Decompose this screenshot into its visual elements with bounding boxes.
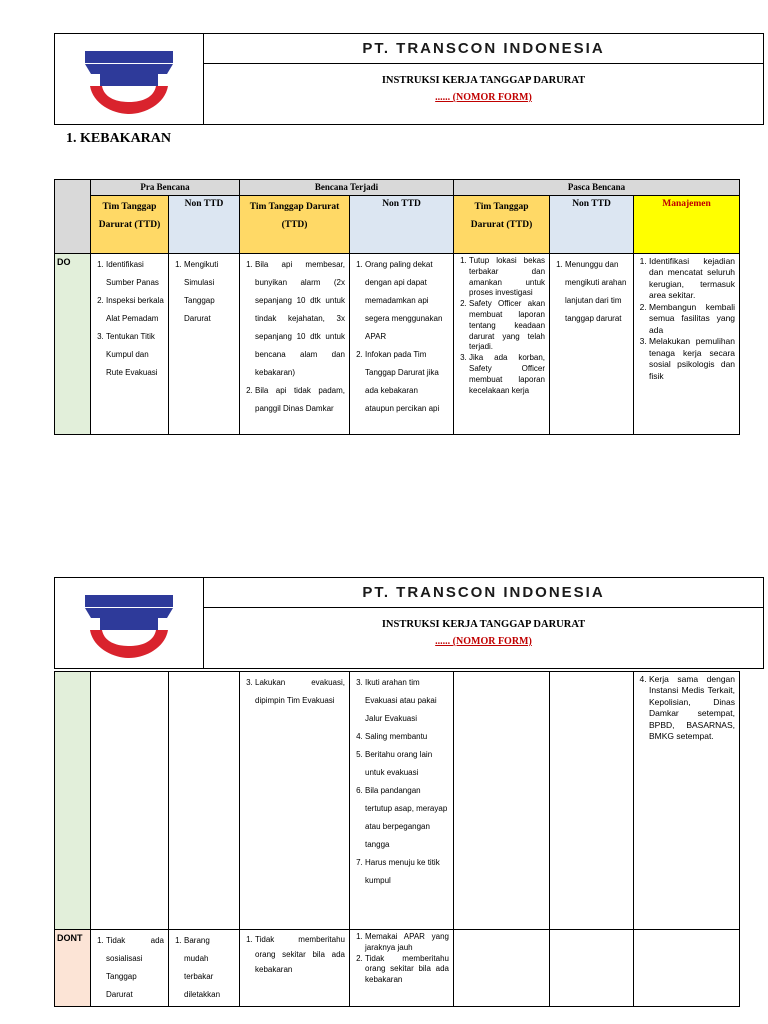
row-label-dont: DONT xyxy=(55,930,91,1007)
list-item: 1. Identifikasi Sumber Panas xyxy=(106,256,164,292)
do-non-ttd-pasca xyxy=(550,672,634,930)
dont-non-ttd-bencana xyxy=(350,930,454,1007)
list-item: 2. Tidak memberitahu orang sekitar bila ada kebakaran xyxy=(365,954,449,986)
list-item: 1. Tidak ada sosialisasi Tanggap Darurat xyxy=(106,932,164,1004)
list-item: 1. Barang mudah terbakar diletakkan xyxy=(184,932,235,1004)
header-ttd-bencana: Tim Tanggap Darurat (TTD) xyxy=(240,196,350,254)
page1-header xyxy=(54,33,764,125)
dont-ttd-bencana xyxy=(240,930,350,1007)
row-label-do-continued xyxy=(55,672,91,930)
group-pasca-bencana: Pasca Bencana xyxy=(454,180,740,196)
company-logo xyxy=(55,34,204,124)
do-manajemen xyxy=(634,672,740,930)
list-item: 3. Melakukan pemulihan tenaga kerja secara sosial psikologis dan fisik xyxy=(649,336,735,382)
emergency-table-page1 xyxy=(54,179,740,435)
list-item: 1. Bila api membesar, bunyikan alarm (2x sepanjang 10 dtk untuk tindak kejahatan, 3x sepanjang 10 dtk untuk bencana alam dan kebakaran) xyxy=(255,256,345,382)
list-item: 1. Memakai APAR yang jaraknya jauh xyxy=(365,932,449,954)
do-manajemen xyxy=(634,254,740,435)
list-item: 1. Identifikasi kejadian dan mencatat seluruh kerugian, termasuk area sekitar. xyxy=(649,256,735,302)
list-item: 4. Kerja sama dengan Instansi Medis Terkait, Kepolisian, Dinas Damkar setempat, BPBD, BASARNAS, BMKG setempat. xyxy=(649,674,735,743)
list-item: 6. Bila pandangan tertutup asap, merayap atau berpegangan tangga xyxy=(365,782,449,854)
list-item: 1. Orang paling dekat dengan api dapat memadamkan api segera menggunakan APAR xyxy=(365,256,449,346)
do-non-ttd-pra xyxy=(169,254,240,435)
do-non-ttd-pasca xyxy=(550,254,634,435)
dont-non-ttd-pra xyxy=(169,930,240,1007)
header-non-ttd-pra: Non TTD xyxy=(169,196,240,254)
header-ttd-pra: Tim Tanggap Darurat (TTD) xyxy=(91,196,169,254)
emergency-table-page2 xyxy=(54,671,740,1007)
list-item: 2. Bila api tidak padam, panggil Dinas Damkar xyxy=(255,382,345,418)
row-label-do: DO xyxy=(55,254,91,435)
do-ttd-bencana xyxy=(240,254,350,435)
do-ttd-bencana xyxy=(240,672,350,930)
list-item: 1. Menunggu dan mengikuti arahan lanjutan dari tim tanggap darurat xyxy=(565,256,629,328)
list-item: 3. Jika ada korban, Safety Officer membuat laporan kecelakaan kerja xyxy=(469,353,545,396)
header-non-ttd-pasca: Non TTD xyxy=(550,196,634,254)
company-logo xyxy=(55,578,204,668)
form-number: ...... (NOMOR FORM) xyxy=(435,92,532,103)
list-item: 2. Infokan pada Tim Tanggap Darurat jika ada kebakaran ataupun percikan api xyxy=(365,346,449,418)
list-item: 7. Harus menuju ke titik kumpul xyxy=(365,854,449,890)
empty-corner-cell xyxy=(55,180,91,254)
do-non-ttd-pra xyxy=(169,672,240,930)
do-ttd-pasca xyxy=(454,254,550,435)
list-item: 1. Mengikuti Simulasi Tanggap Darurat xyxy=(184,256,235,328)
company-name: PT. TRANSCON INDONESIA xyxy=(204,34,763,64)
dont-ttd-pasca xyxy=(454,930,550,1007)
form-number: ...... (NOMOR FORM) xyxy=(435,636,532,647)
company-name: PT. TRANSCON INDONESIA xyxy=(204,578,763,608)
list-item: 3. Tentukan Titik Kumpul dan Rute Evakuasi xyxy=(106,328,164,382)
group-bencana-terjadi: Bencana Terjadi xyxy=(240,180,454,196)
dont-non-ttd-pasca xyxy=(550,930,634,1007)
document-title: INSTRUKSI KERJA TANGGAP DARURAT xyxy=(381,75,586,86)
do-non-ttd-bencana xyxy=(350,672,454,930)
dont-manajemen xyxy=(634,930,740,1007)
header-ttd-pasca: Tim Tanggap Darurat (TTD) xyxy=(454,196,550,254)
section-title: 1. KEBAKARAN xyxy=(66,131,172,146)
page2-header xyxy=(54,577,764,669)
list-item: 2. Inspeksi berkala Alat Pemadam xyxy=(106,292,164,328)
list-item: 2. Safety Officer akan membuat laporan tentang keadaan darurat yang telah terjadi. xyxy=(469,299,545,353)
do-ttd-pra xyxy=(91,254,169,435)
list-item: 1. Tidak memberitahu orang sekitar bila ada kebakaran xyxy=(255,932,345,978)
header-non-ttd-bencana: Non TTD xyxy=(350,196,454,254)
list-item: 4. Saling membantu xyxy=(365,728,449,746)
dont-ttd-pra xyxy=(91,930,169,1007)
document-title: INSTRUKSI KERJA TANGGAP DARURAT xyxy=(381,619,586,630)
do-non-ttd-bencana xyxy=(350,254,454,435)
list-item: 3. Lakukan evakuasi, dipimpin Tim Evakuasi xyxy=(255,674,345,710)
list-item: 1. Tutup lokasi bekas terbakar dan amankan untuk proses investigasi xyxy=(469,256,545,299)
do-ttd-pra xyxy=(91,672,169,930)
list-item: 5. Beritahu orang lain untuk evakuasi xyxy=(365,746,449,782)
list-item: 2. Membangun kembali semua fasilitas yang ada xyxy=(649,302,735,336)
list-item: 3. Ikuti arahan tim Evakuasi atau pakai Jalur Evakuasi xyxy=(365,674,449,728)
group-pra-bencana: Pra Bencana xyxy=(91,180,240,196)
do-ttd-pasca xyxy=(454,672,550,930)
header-manajemen: Manajemen xyxy=(634,196,740,254)
